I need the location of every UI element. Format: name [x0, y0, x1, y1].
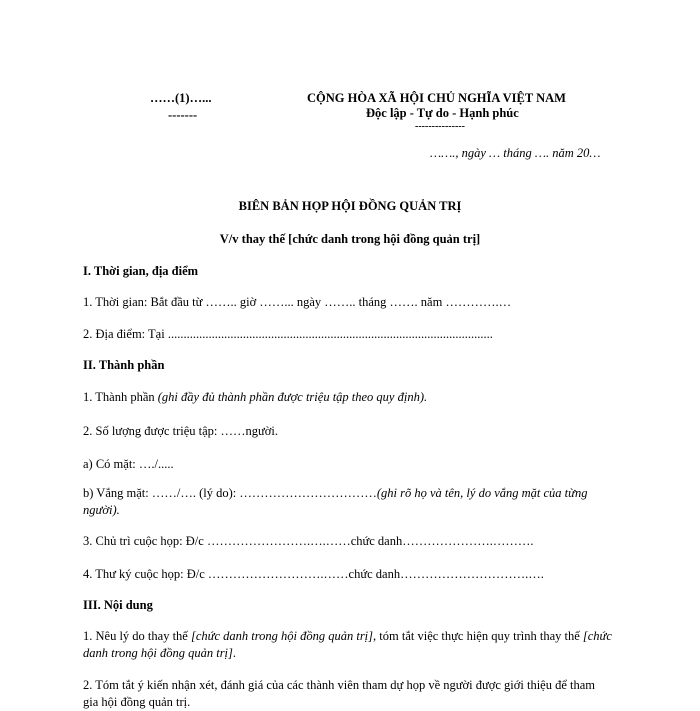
absent-note: (ghi rõ họ và tên, lý do vắng mặt của từng người). [83, 486, 588, 517]
meeting-place-line: 2. Địa điểm: Tại ........................................................................................................ [83, 327, 493, 341]
org-code-rule: ------- [168, 108, 198, 122]
members-label: 1. Thành phần [83, 390, 158, 404]
secretary-line: 4. Thư ký cuộc họp: Đ/c ……………………….……chức danh………………………….…. [83, 567, 544, 581]
motto-rule: --------------- [415, 121, 465, 132]
content-item-1-text-a: 1. Nêu lý do thay thế [83, 629, 191, 643]
meeting-time-line: 1. Thời gian: Bắt đầu từ …….. giờ ……... ngày …….. tháng ……. năm ………….… [83, 295, 512, 309]
absent-line [83, 485, 613, 519]
members-line [83, 390, 427, 405]
section-1-heading: I. Thời gian, địa điểm [83, 264, 199, 278]
content-item-1-text-b: , tóm tắt việc thực hiện quy trình thay thế [373, 629, 583, 643]
nation-name: CỘNG HÒA XÃ HỘI CHỦ NGHĨA VIỆT NAM [307, 91, 566, 105]
nation-motto: Độc lập - Tự do - Hạnh phúc [366, 106, 519, 120]
absent-label: b) Vắng mặt: ……/…. (lý do): …………………………… [83, 486, 377, 500]
section-3-heading: III. Nội dung [83, 598, 153, 612]
org-code: ……(1)…... [150, 91, 212, 105]
members-note: (ghi đầy đủ thành phần được triệu tập theo quy định). [157, 390, 428, 404]
present-count-line: a) Có mặt: …./..... [83, 457, 174, 471]
summoned-count-line: 2. Số lượng được triệu tập: ……người. [83, 424, 279, 438]
content-item-1-text-c: . [232, 646, 237, 660]
content-item-1-position-b: [chức danh trong hội đồng quản trị] [83, 629, 612, 660]
content-item-2: 2. Tóm tắt ý kiến nhận xét, đánh giá của các thành viên tham dự họp về người được giới thiệu để tham gia hội đồng quản trị. [83, 678, 596, 709]
document-title: BIÊN BẢN HỌP HỘI ĐỒNG QUẢN TRỊ [238, 199, 462, 213]
document-subtitle: V/v thay thế [chức danh trong hội đồng quản trị] [219, 232, 481, 246]
date-line: ……., ngày … tháng …. năm 20… [430, 146, 601, 160]
chair-line: 3. Chủ trì cuộc họp: Đ/c …………………….….……chức danh………………….………. [83, 534, 534, 548]
content-item-1-position-a: [chức danh trong hội đồng quản trị] [190, 629, 374, 643]
content-item-1 [83, 628, 613, 662]
section-2-heading: II. Thành phần [83, 358, 165, 372]
